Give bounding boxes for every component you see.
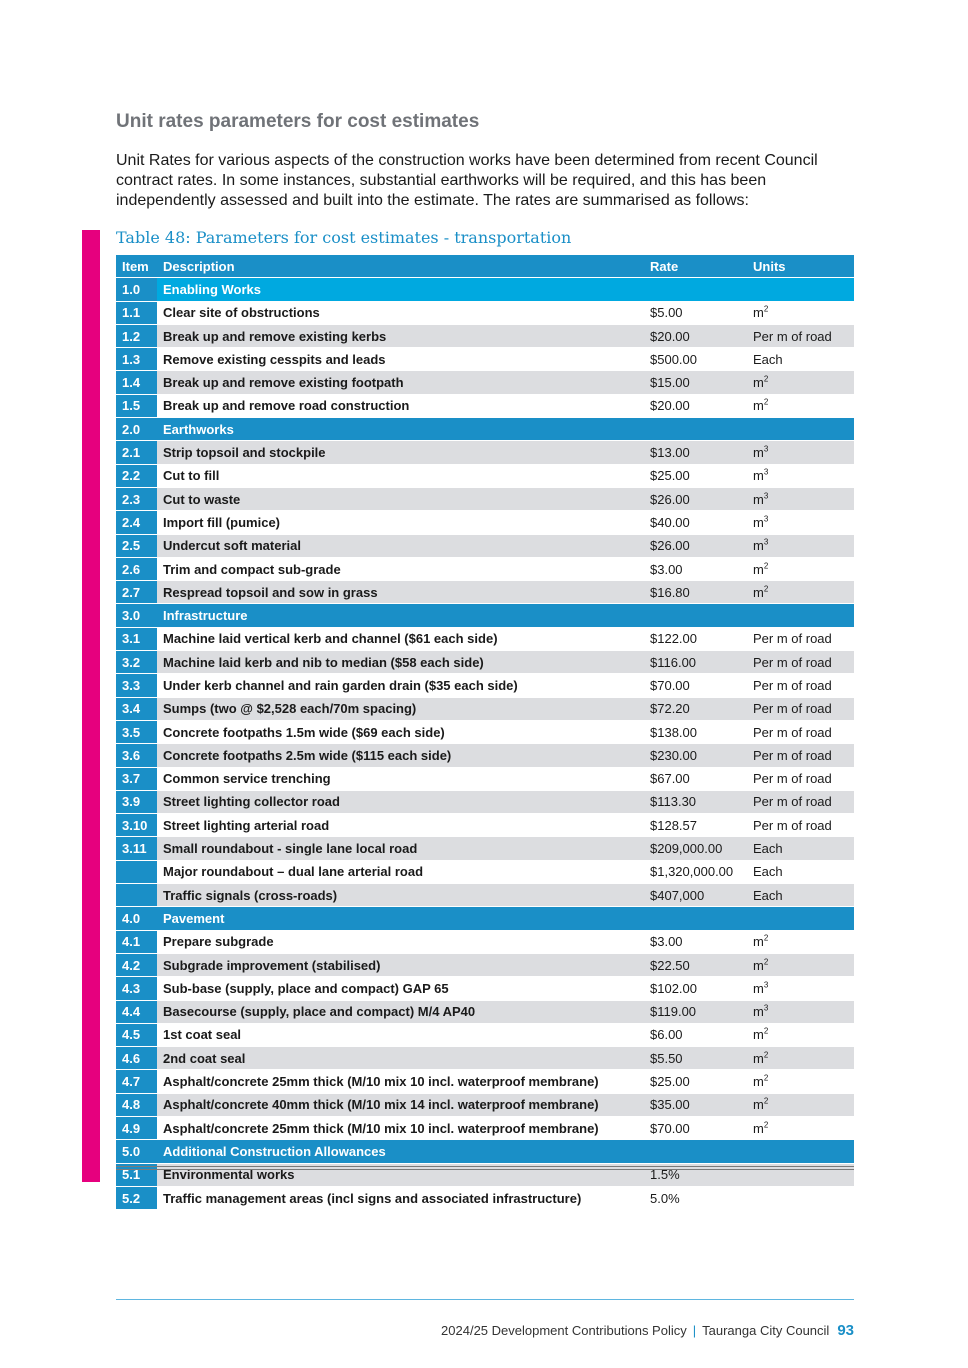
item-rate: $3.00: [644, 930, 747, 953]
item-units: [747, 371, 854, 394]
unit-exponent: 2: [763, 374, 769, 384]
unit-exponent: 3: [763, 537, 769, 547]
item-description: Sub-base (supply, place and compact) GAP 65: [157, 977, 644, 1000]
item-rate: $407,000: [644, 884, 747, 907]
item-units: [747, 1047, 854, 1070]
unit-label: m: [753, 375, 764, 391]
item-description: Asphalt/concrete 25mm thick (M/10 mix 10 incl. waterproof membrane): [157, 1116, 644, 1139]
table-row: [116, 790, 854, 813]
item-units: [747, 348, 854, 371]
unit-exponent: 2: [763, 1027, 769, 1037]
item-rate: $70.00: [644, 1116, 747, 1139]
unit-exponent: 3: [763, 1003, 769, 1013]
unit-exponent: 2: [763, 1120, 769, 1130]
table-bottom-rule: [116, 1166, 854, 1170]
header-item: Item: [116, 255, 157, 278]
item-rate: $113.30: [644, 790, 747, 813]
item-description: Under kerb channel and rain garden drain ($35 each side): [157, 674, 644, 697]
item-number: 4.6: [116, 1047, 157, 1070]
page-footer: [441, 1322, 854, 1339]
table-row: [116, 1116, 854, 1139]
item-description: Respread topsoil and sow in grass: [157, 581, 644, 604]
item-number: 1.4: [116, 371, 157, 394]
unit-label: Per m of road: [753, 701, 832, 717]
unit-label: Per m of road: [753, 724, 832, 740]
item-rate: $15.00: [644, 371, 747, 394]
table-caption: Table 48: Parameters for cost estimates - transportation: [116, 228, 572, 247]
item-rate: $5.50: [644, 1047, 747, 1070]
item-units: [747, 814, 854, 837]
table-row: [116, 348, 854, 371]
table-row: [116, 627, 854, 650]
item-description: Clear site of obstructions: [157, 301, 644, 324]
item-number: 1.1: [116, 301, 157, 324]
item-description: Common service trenching: [157, 767, 644, 790]
unit-label: m: [753, 1050, 764, 1066]
item-number: 3.10: [116, 814, 157, 837]
item-description: Machine laid kerb and nib to median ($58 each side): [157, 651, 644, 674]
table-row: [116, 860, 854, 883]
item-description: Import fill (pumice): [157, 511, 644, 534]
item-description: 2nd coat seal: [157, 1047, 644, 1070]
header-rate: Rate: [644, 255, 747, 278]
table-row: [116, 557, 854, 580]
unit-label: m: [753, 934, 764, 950]
item-units: [747, 1093, 854, 1116]
unit-label: m: [753, 1074, 764, 1090]
item-rate: $102.00: [644, 977, 747, 1000]
item-number: 3.3: [116, 674, 157, 697]
section-item-number: 2.0: [116, 418, 157, 441]
unit-label: m: [753, 584, 764, 600]
item-number: 2.3: [116, 487, 157, 510]
item-units: [747, 394, 854, 417]
item-description: Trim and compact sub-grade: [157, 557, 644, 580]
unit-label: m: [753, 1097, 764, 1113]
item-description: Machine laid vertical kerb and channel ($61 each side): [157, 627, 644, 650]
table-row: [116, 1023, 854, 1046]
footer-divider: [116, 1299, 854, 1300]
item-units: [747, 720, 854, 743]
table-row: [116, 301, 854, 324]
item-number: 3.11: [116, 837, 157, 860]
intro-paragraph: Unit Rates for various aspects of the construction works have been determined from recent Council contract rates. In some instances, substantial earthworks will be required, and this has been independently assessed and built into the estimate. The rates are summarised as follows:: [116, 152, 818, 209]
footer-separator: |: [692, 1323, 697, 1338]
item-rate: $138.00: [644, 720, 747, 743]
table-row: [116, 534, 854, 557]
unit-label: Per m of road: [753, 677, 832, 693]
item-description: Break up and remove existing kerbs: [157, 324, 644, 347]
section-item-number: 1.0: [116, 278, 157, 301]
item-units: [747, 837, 854, 860]
unit-label: m: [753, 1120, 764, 1136]
table-row: [116, 324, 854, 347]
item-number: 5.2: [116, 1186, 157, 1209]
table-row: [116, 674, 854, 697]
section-row: [116, 907, 854, 930]
item-rate: $5.00: [644, 301, 747, 324]
item-number: 1.5: [116, 394, 157, 417]
item-number: 4.5: [116, 1023, 157, 1046]
table-row: [116, 1047, 854, 1070]
unit-label: Each: [753, 864, 783, 880]
unit-label: m: [753, 305, 764, 321]
item-units: [747, 767, 854, 790]
item-units: [747, 534, 854, 557]
item-units: [747, 324, 854, 347]
table-row: [116, 464, 854, 487]
item-units: [747, 860, 854, 883]
table-row: [116, 371, 854, 394]
item-number: 2.6: [116, 557, 157, 580]
item-rate: $1,320,000.00: [644, 860, 747, 883]
unit-label: m: [753, 538, 764, 554]
item-units: [747, 790, 854, 813]
item-number: 4.2: [116, 953, 157, 976]
item-description: Small roundabout - single lane local road: [157, 837, 644, 860]
section-row: [116, 1140, 854, 1163]
item-number: 4.7: [116, 1070, 157, 1093]
section-title: Enabling Works: [157, 278, 854, 301]
item-number: 4.9: [116, 1116, 157, 1139]
item-rate: $67.00: [644, 767, 747, 790]
unit-exponent: 2: [763, 1097, 769, 1106]
item-number: 3.5: [116, 720, 157, 743]
item-rate: $25.00: [644, 1070, 747, 1093]
item-description: Asphalt/concrete 25mm thick (M/10 mix 10 incl. waterproof membrane): [157, 1070, 644, 1093]
item-number: 3.9: [116, 790, 157, 813]
item-description: Traffic signals (cross-roads): [157, 884, 644, 907]
item-rate: $40.00: [644, 511, 747, 534]
item-units: [747, 697, 854, 720]
section-item-number: 3.0: [116, 604, 157, 627]
item-rate: $13.00: [644, 441, 747, 464]
unit-label: m: [753, 491, 764, 507]
unit-label: Per m of road: [753, 771, 832, 787]
item-units: [747, 930, 854, 953]
table-row: [116, 814, 854, 837]
item-rate: $3.00: [644, 557, 747, 580]
item-number: 3.6: [116, 744, 157, 767]
item-description: Cut to fill: [157, 464, 644, 487]
item-number: 2.4: [116, 511, 157, 534]
unit-label: m: [753, 468, 764, 484]
item-number: 3.2: [116, 651, 157, 674]
item-units: [747, 301, 854, 324]
unit-exponent: 2: [763, 1073, 769, 1083]
unit-exponent: 3: [763, 491, 769, 501]
item-units: [747, 884, 854, 907]
section-title: Infrastructure: [157, 604, 854, 627]
unit-exponent: 3: [763, 444, 769, 454]
table-row: [116, 487, 854, 510]
item-units: [747, 441, 854, 464]
unit-exponent: 3: [763, 467, 769, 477]
page-heading: Unit rates parameters for cost estimates: [116, 111, 480, 132]
table-row: [116, 953, 854, 976]
item-units: [747, 953, 854, 976]
table-row: [116, 581, 854, 604]
table-body: [116, 278, 854, 1210]
table-row: [116, 977, 854, 1000]
item-units: [747, 1070, 854, 1093]
section-row: [116, 278, 854, 301]
item-description: Break up and remove existing footpath: [157, 371, 644, 394]
item-number: [116, 884, 157, 907]
item-description: Traffic management areas (incl signs and associated infrastructure): [157, 1186, 644, 1209]
item-description: Strip topsoil and stockpile: [157, 441, 644, 464]
table-row: [116, 744, 854, 767]
item-description: 1st coat seal: [157, 1023, 644, 1046]
item-units: [747, 674, 854, 697]
item-description: Basecourse (supply, place and compact) M/4 AP40: [157, 1000, 644, 1023]
unit-exponent: 3: [763, 514, 769, 524]
section-title: Pavement: [157, 907, 854, 930]
item-description: Prepare subgrade: [157, 930, 644, 953]
unit-exponent: 2: [763, 933, 769, 943]
table-row: [116, 1000, 854, 1023]
unit-label: Per m of road: [753, 747, 832, 763]
item-number: 1.2: [116, 324, 157, 347]
item-number: 5.1: [116, 1163, 157, 1186]
item-description: Cut to waste: [157, 487, 644, 510]
table-row: [116, 1070, 854, 1093]
table-row: [116, 930, 854, 953]
item-rate: $122.00: [644, 627, 747, 650]
unit-exponent: 2: [763, 304, 769, 314]
table-row: [116, 697, 854, 720]
item-number: 1.3: [116, 348, 157, 371]
item-number: 4.3: [116, 977, 157, 1000]
item-rate: $20.00: [644, 394, 747, 417]
unit-label: m: [753, 1004, 764, 1020]
item-number: 2.5: [116, 534, 157, 557]
item-rate: $209,000.00: [644, 837, 747, 860]
header-units: Units: [747, 255, 854, 278]
section-item-number: 4.0: [116, 907, 157, 930]
item-description: Concrete footpaths 2.5m wide ($115 each side): [157, 744, 644, 767]
table-row: [116, 511, 854, 534]
unit-label: m: [753, 561, 764, 577]
item-units: [747, 557, 854, 580]
table-row: [116, 394, 854, 417]
unit-label: Per m of road: [753, 817, 832, 833]
item-rate: $16.80: [644, 581, 747, 604]
item-description: Environmental works: [157, 1163, 644, 1186]
item-units: [747, 977, 854, 1000]
cost-parameters-table: [116, 255, 854, 1210]
item-rate: $230.00: [644, 744, 747, 767]
table-row: [116, 767, 854, 790]
item-number: [116, 860, 157, 883]
item-rate: 5.0%: [644, 1186, 747, 1209]
unit-exponent: 2: [763, 584, 769, 594]
item-rate: $70.00: [644, 674, 747, 697]
unit-label: m: [753, 980, 764, 996]
item-description: Subgrade improvement (stabilised): [157, 953, 644, 976]
section-title: Additional Construction Allowances: [157, 1140, 854, 1163]
item-units: [747, 744, 854, 767]
item-units: [747, 511, 854, 534]
item-number: 4.1: [116, 930, 157, 953]
item-rate: $116.00: [644, 651, 747, 674]
item-description: Major roundabout – dual lane arterial road: [157, 860, 644, 883]
item-rate: $6.00: [644, 1023, 747, 1046]
item-rate: $35.00: [644, 1093, 747, 1116]
item-description: Sumps (two @ $2,528 each/70m spacing): [157, 697, 644, 720]
accent-bar: [82, 230, 100, 1182]
table-row: [116, 441, 854, 464]
item-number: 4.8: [116, 1093, 157, 1116]
table-row: [116, 884, 854, 907]
page-number: 93: [837, 1322, 854, 1339]
section-item-number: 5.0: [116, 1140, 157, 1163]
item-rate: 1.5%: [644, 1163, 747, 1186]
unit-label: Each: [753, 351, 783, 367]
item-number: 3.7: [116, 767, 157, 790]
unit-exponent: 2: [763, 561, 769, 571]
item-units: [747, 1116, 854, 1139]
item-description: Break up and remove road construction: [157, 394, 644, 417]
table-row: [116, 651, 854, 674]
item-units: [747, 627, 854, 650]
unit-exponent: 2: [763, 398, 769, 408]
item-rate: $25.00: [644, 464, 747, 487]
item-units: [747, 1000, 854, 1023]
item-rate: $22.50: [644, 953, 747, 976]
item-units: [747, 487, 854, 510]
item-rate: $500.00: [644, 348, 747, 371]
unit-exponent: 2: [763, 957, 769, 967]
item-units: [747, 464, 854, 487]
unit-label: Per m of road: [753, 328, 832, 344]
item-units: [747, 581, 854, 604]
item-units: [747, 651, 854, 674]
item-number: 3.4: [116, 697, 157, 720]
item-rate: $26.00: [644, 534, 747, 557]
item-description: Street lighting collector road: [157, 790, 644, 813]
header-description: Description: [157, 255, 644, 278]
item-rate: $20.00: [644, 324, 747, 347]
item-description: Concrete footpaths 1.5m wide ($69 each side): [157, 720, 644, 743]
unit-exponent: 3: [763, 980, 769, 990]
unit-label: Per m of road: [753, 654, 832, 670]
item-number: 4.4: [116, 1000, 157, 1023]
table-header-row: [116, 255, 854, 278]
item-rate: $26.00: [644, 487, 747, 510]
section-row: [116, 604, 854, 627]
item-number: 2.1: [116, 441, 157, 464]
unit-label: m: [753, 398, 764, 414]
unit-label: Per m of road: [753, 631, 832, 647]
unit-label: m: [753, 445, 764, 461]
unit-label: Each: [753, 841, 783, 857]
item-number: 2.2: [116, 464, 157, 487]
section-title: Earthworks: [157, 418, 854, 441]
unit-label: Per m of road: [753, 794, 832, 810]
table-row: [116, 720, 854, 743]
item-description: Asphalt/concrete 40mm thick (M/10 mix 14 incl. waterproof membrane): [157, 1093, 644, 1116]
item-description: Remove existing cesspits and leads: [157, 348, 644, 371]
item-units: [747, 1186, 854, 1209]
unit-label: m: [753, 514, 764, 530]
item-rate: $119.00: [644, 1000, 747, 1023]
section-row: [116, 418, 854, 441]
table-row: [116, 837, 854, 860]
item-number: 3.1: [116, 627, 157, 650]
unit-label: Each: [753, 887, 783, 903]
item-rate: $128.57: [644, 814, 747, 837]
unit-label: m: [753, 957, 764, 973]
item-units: [747, 1023, 854, 1046]
unit-exponent: 2: [763, 1050, 769, 1060]
item-description: Undercut soft material: [157, 534, 644, 557]
item-description: Street lighting arterial road: [157, 814, 644, 837]
unit-label: m: [753, 1027, 764, 1043]
table-row: [116, 1186, 854, 1209]
item-number: 2.7: [116, 581, 157, 604]
table-row: [116, 1093, 854, 1116]
item-rate: $72.20: [644, 697, 747, 720]
footer-policy: 2024/25 Development Contributions Policy: [441, 1323, 687, 1338]
footer-council: Tauranga City Council: [702, 1323, 830, 1338]
